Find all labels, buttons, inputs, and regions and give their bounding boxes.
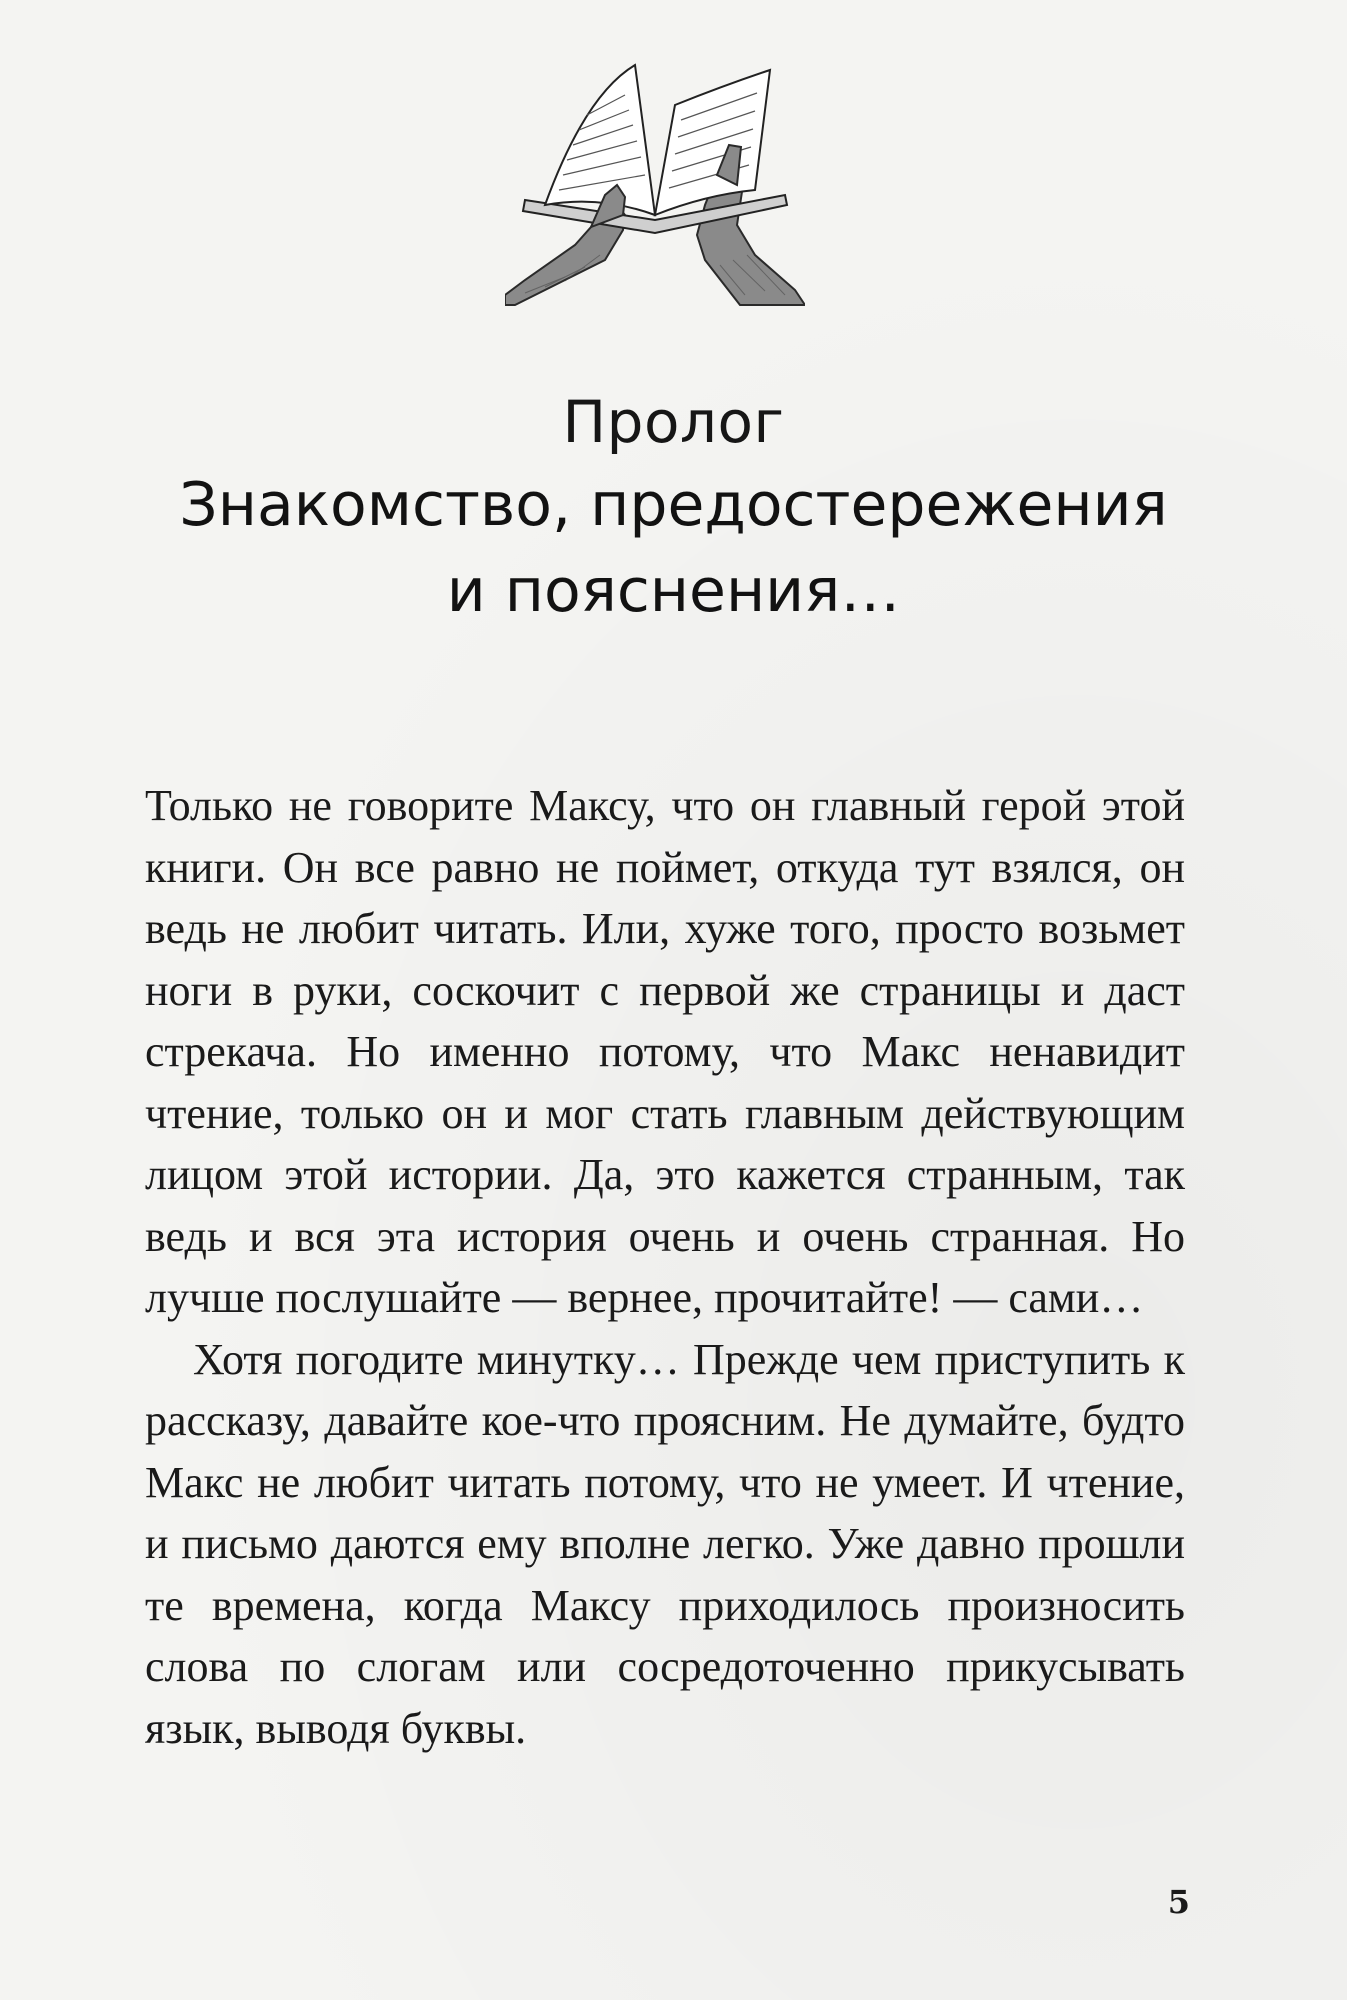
- paragraph-2: Хотя погодите минутку… Прежде чем приступить к рассказу, давайте кое-что проясним. Не думайте, будто Макс не любит читать потому, что не умеет. И чтение, и письмо даются ему вполне легко. Уже давно прошли те времена, когда Максу приходилось произносить слова по слогам или сосредоточенно прикусывать язык, выводя буквы.: [145, 1334, 1185, 1753]
- chapter-title-line-2: и пояснения…: [446, 556, 901, 626]
- chapter-title-line-1: Знакомство, предостережения: [179, 470, 1168, 540]
- page-number: 5: [1167, 1883, 1190, 1921]
- body-text: [145, 775, 1185, 1759]
- paragraph-1: Только не говорите Максу, что он главный герой этой книги. Он все равно не поймет, откуда тут взялся, он ведь не любит читать. Или, хуже того, просто возьмет ноги в руки, соскочит с первой же страницы и даст стрекача. Но именно потому, что Макс ненавидит чтение, только он и мог стать главным действующим лицом этой истории. Да, это кажется странным, так ведь и вся эта история очень и очень странная. Но лучше послушайте — вернее, прочитайте! — сами…: [145, 781, 1185, 1322]
- hands-holding-open-book-icon: [505, 55, 805, 315]
- chapter-label: Пролог: [562, 388, 785, 456]
- chapter-title: [0, 462, 1347, 634]
